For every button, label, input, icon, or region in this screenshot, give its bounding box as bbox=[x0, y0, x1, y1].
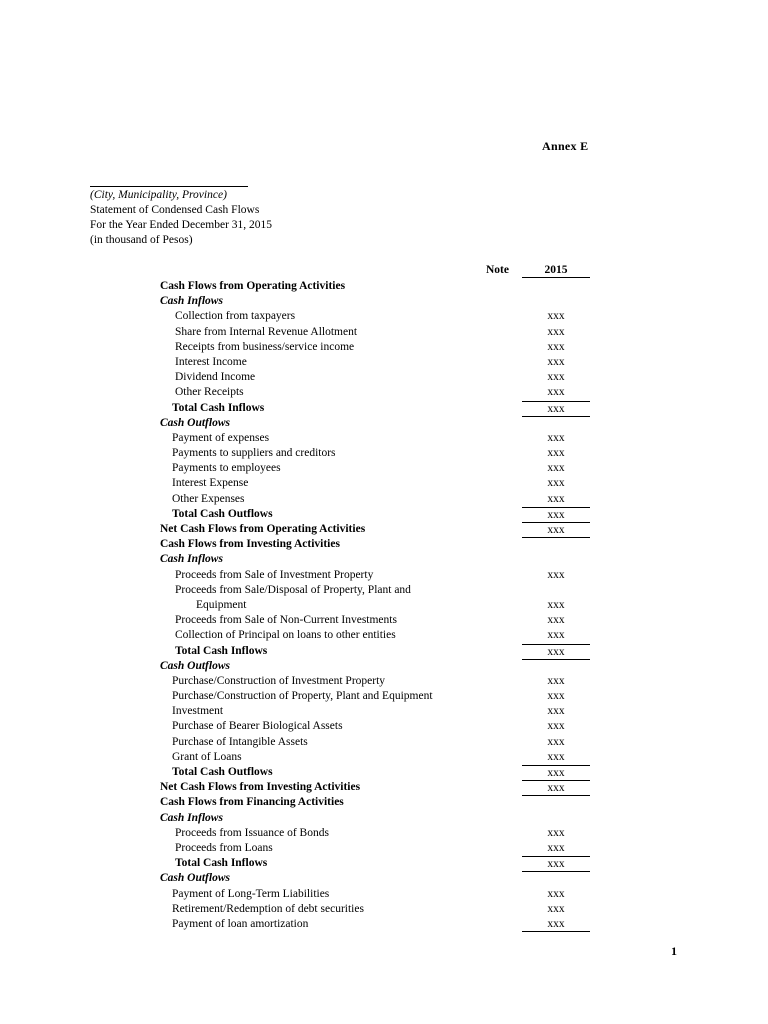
row-amount bbox=[522, 871, 590, 886]
row-amount: xxx bbox=[547, 477, 565, 490]
row-label: Proceeds from Sale of Investment Property bbox=[175, 568, 374, 581]
row-label: Cash Inflows bbox=[160, 295, 223, 308]
row-amount: xxx bbox=[547, 462, 565, 475]
table-row bbox=[0, 416, 768, 431]
row-label: Proceeds from Sale of Non-Current Investments bbox=[175, 614, 397, 627]
table-row bbox=[0, 340, 768, 355]
table-row bbox=[0, 613, 768, 628]
table-row bbox=[0, 552, 768, 567]
row-label: Payments to suppliers and creditors bbox=[172, 447, 336, 460]
row-amount bbox=[522, 294, 590, 308]
row-label: Purchase of Bearer Biological Assets bbox=[172, 720, 343, 733]
table-row bbox=[0, 689, 768, 704]
table-row bbox=[0, 431, 768, 446]
table-row bbox=[0, 735, 768, 750]
row-amount: xxx bbox=[547, 841, 565, 854]
row-amount: xxx bbox=[522, 401, 590, 416]
table-row bbox=[0, 476, 768, 491]
row-label: Cash Flows from Investing Activities bbox=[160, 538, 340, 551]
row-label: Grant of Loans bbox=[172, 750, 242, 763]
row-label: Equipment bbox=[196, 598, 247, 611]
row-amount: xxx bbox=[547, 371, 565, 384]
cash-flow-table bbox=[0, 279, 768, 932]
table-row bbox=[0, 446, 768, 461]
table-row bbox=[0, 871, 768, 886]
row-label: Share from Internal Revenue Allotment bbox=[175, 325, 358, 338]
table-row bbox=[0, 659, 768, 674]
annex-label: Annex E bbox=[542, 139, 589, 153]
row-label: Retirement/Redemption of debt securities bbox=[172, 902, 364, 915]
row-label: Payment of loan amortization bbox=[172, 917, 309, 930]
row-amount: xxx bbox=[547, 325, 565, 338]
signature-line bbox=[90, 186, 248, 187]
table-row bbox=[0, 719, 768, 734]
row-amount: xxx bbox=[522, 644, 590, 659]
row-label: Investment bbox=[172, 705, 224, 718]
row-label: Purchase of Intangible Assets bbox=[172, 735, 308, 748]
table-row bbox=[0, 385, 768, 400]
row-amount: xxx bbox=[547, 355, 565, 368]
row-label: Cash Inflows bbox=[160, 811, 223, 824]
row-label: Interest Income bbox=[175, 355, 247, 368]
row-amount bbox=[522, 552, 590, 566]
row-amount: xxx bbox=[522, 780, 590, 796]
row-amount: xxx bbox=[522, 917, 590, 932]
row-amount: xxx bbox=[547, 492, 565, 505]
row-label: Payment of Long-Term Liabilities bbox=[172, 887, 330, 900]
row-label: Purchase/Construction of Investment Property bbox=[172, 674, 386, 687]
table-row bbox=[0, 294, 768, 309]
row-amount: xxx bbox=[547, 887, 565, 900]
table-row bbox=[0, 811, 768, 826]
row-amount: xxx bbox=[547, 735, 565, 748]
row-amount: xxx bbox=[522, 856, 590, 871]
page-number: 1 bbox=[671, 944, 677, 958]
table-row bbox=[0, 279, 768, 294]
row-amount: xxx bbox=[522, 507, 590, 522]
row-amount: xxx bbox=[547, 310, 565, 323]
row-amount: xxx bbox=[547, 826, 565, 839]
statement-title: Statement of Condensed Cash Flows bbox=[90, 204, 260, 216]
table-row bbox=[0, 598, 768, 613]
row-label: Payments to employees bbox=[172, 462, 281, 475]
table-row bbox=[0, 856, 768, 871]
table-row bbox=[0, 325, 768, 340]
row-label: Cash Inflows bbox=[160, 553, 223, 566]
row-amount: xxx bbox=[547, 705, 565, 718]
location-line: (City, Municipality, Province) bbox=[90, 189, 227, 201]
statement-header bbox=[90, 188, 272, 248]
row-amount: xxx bbox=[547, 614, 565, 627]
row-amount bbox=[522, 795, 590, 809]
table-row bbox=[0, 780, 768, 795]
table-row bbox=[0, 887, 768, 902]
row-label: Cash Flows from Financing Activities bbox=[160, 796, 344, 809]
table-row bbox=[0, 841, 768, 856]
row-label: Cash Outflows bbox=[160, 659, 230, 672]
row-amount: xxx bbox=[547, 902, 565, 915]
row-amount: xxx bbox=[547, 629, 565, 642]
table-row bbox=[0, 917, 768, 932]
table-row bbox=[0, 765, 768, 780]
row-label: Total Cash Inflows bbox=[175, 857, 268, 870]
table-row bbox=[0, 644, 768, 659]
table-row bbox=[0, 674, 768, 689]
row-amount: xxx bbox=[547, 598, 565, 611]
row-label: Net Cash Flows from Investing Activities bbox=[160, 781, 361, 794]
note-column-header: Note bbox=[486, 264, 509, 276]
row-amount bbox=[522, 537, 590, 551]
table-row bbox=[0, 750, 768, 765]
row-amount: xxx bbox=[547, 340, 565, 353]
table-row bbox=[0, 704, 768, 719]
row-amount: xxx bbox=[547, 720, 565, 733]
row-label: Total Cash Outflows bbox=[172, 507, 273, 520]
row-amount: xxx bbox=[547, 690, 565, 703]
table-row bbox=[0, 401, 768, 416]
table-row bbox=[0, 309, 768, 324]
row-label: Collection of Principal on loans to other entities bbox=[175, 629, 396, 642]
row-amount bbox=[522, 416, 590, 431]
table-row bbox=[0, 826, 768, 841]
row-label: Net Cash Flows from Operating Activities bbox=[160, 523, 366, 535]
row-label: Interest Expense bbox=[172, 477, 249, 490]
row-amount: xxx bbox=[547, 674, 565, 687]
row-label: Proceeds from Issuance of Bonds bbox=[175, 826, 329, 839]
row-label: Cash Outflows bbox=[160, 416, 230, 429]
row-label: Proceeds from Loans bbox=[175, 841, 273, 854]
statement-units: (in thousand of Pesos) bbox=[90, 234, 193, 246]
row-amount bbox=[522, 279, 590, 293]
row-label: Other Receipts bbox=[175, 386, 244, 399]
table-row bbox=[0, 628, 768, 643]
row-amount: xxx bbox=[547, 750, 565, 763]
row-label: Cash Outflows bbox=[160, 872, 230, 885]
row-label: Total Cash Inflows bbox=[172, 401, 265, 414]
row-label: Collection from taxpayers bbox=[175, 310, 296, 323]
row-label: Dividend Income bbox=[175, 371, 256, 384]
table-row bbox=[0, 583, 768, 598]
row-label: Proceeds from Sale/Disposal of Property, Plant and bbox=[175, 583, 411, 596]
row-label: Cash Flows from Operating Activities bbox=[160, 280, 346, 292]
row-label: Receipts from business/service income bbox=[175, 340, 355, 353]
table-row bbox=[0, 522, 768, 537]
row-amount: xxx bbox=[547, 447, 565, 460]
row-amount bbox=[522, 811, 590, 825]
table-row bbox=[0, 537, 768, 552]
table-row bbox=[0, 507, 768, 522]
table-row bbox=[0, 795, 768, 810]
row-amount: xxx bbox=[547, 568, 565, 581]
table-row bbox=[0, 461, 768, 476]
row-label: Purchase/Construction of Property, Plant and Equipment bbox=[172, 690, 433, 703]
row-amount bbox=[522, 659, 590, 674]
table-row bbox=[0, 355, 768, 370]
table-row bbox=[0, 568, 768, 583]
row-label: Payment of expenses bbox=[172, 431, 270, 444]
row-label: Total Cash Outflows bbox=[172, 766, 273, 778]
row-amount bbox=[522, 583, 590, 597]
row-amount: xxx bbox=[522, 522, 590, 538]
row-label: Total Cash Inflows bbox=[175, 644, 268, 657]
row-amount: xxx bbox=[547, 431, 565, 444]
statement-period: For the Year Ended December 31, 2015 bbox=[90, 219, 273, 231]
table-row bbox=[0, 492, 768, 507]
year-column-header: 2015 bbox=[522, 263, 590, 278]
row-amount: xxx bbox=[547, 386, 565, 399]
row-amount: xxx bbox=[522, 765, 590, 780]
row-label: Other Expenses bbox=[172, 492, 245, 505]
table-row bbox=[0, 370, 768, 385]
table-row bbox=[0, 902, 768, 917]
